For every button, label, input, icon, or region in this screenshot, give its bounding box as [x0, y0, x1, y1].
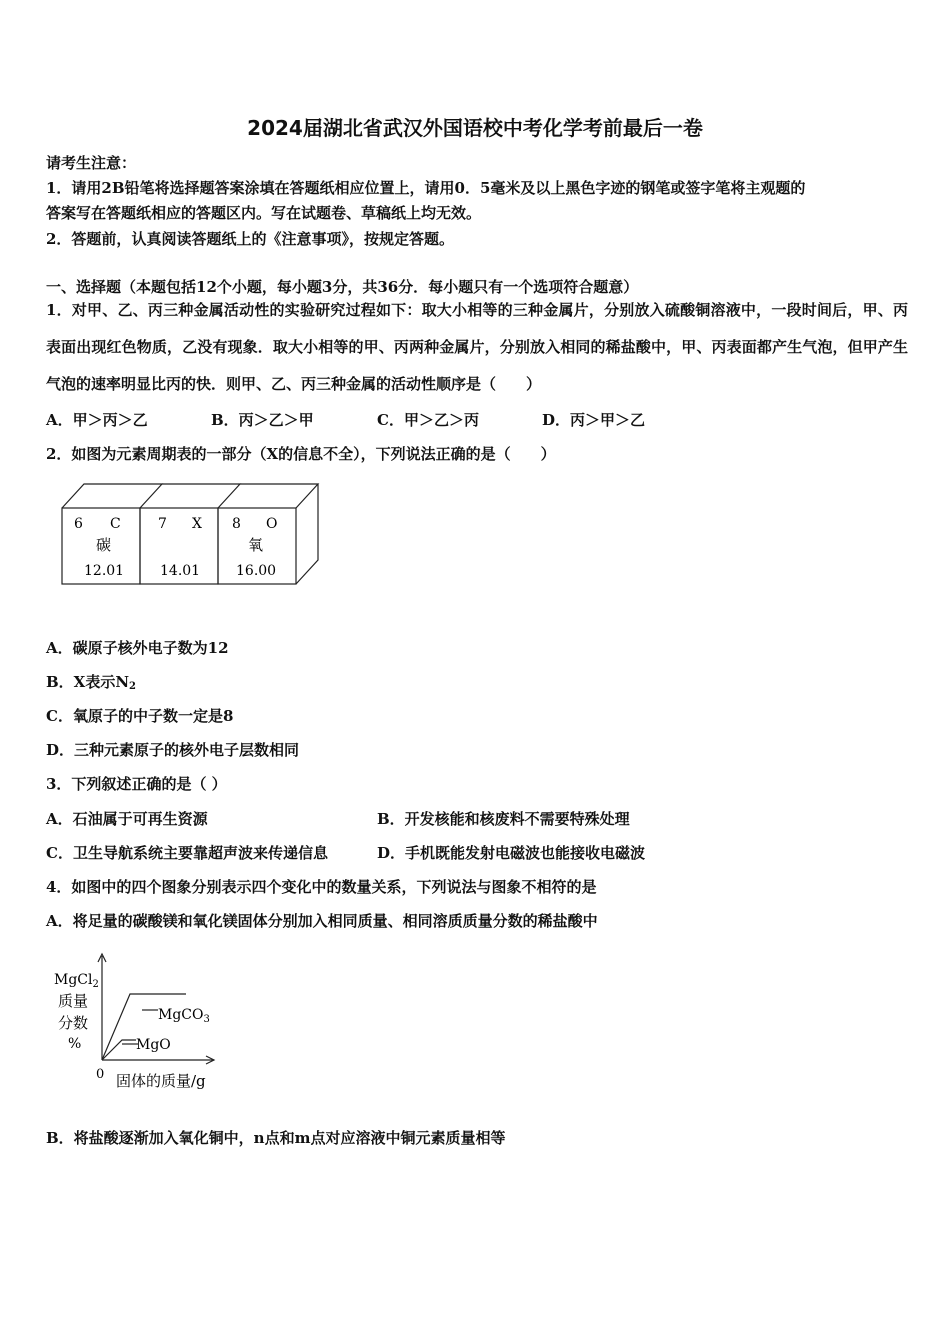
- q3-stem: 3．下列叙述正确的是（ ）: [46, 775, 227, 793]
- notice-heading: 请考生注意：: [46, 154, 137, 172]
- q1-option-d: D．丙＞甲＞乙: [542, 411, 646, 429]
- q2-option-b: [46, 671, 136, 692]
- series-mgo-line: [102, 1040, 136, 1060]
- q2-option-b-subscript: 2: [129, 681, 136, 692]
- q3-option-c: C．卫生导航系统主要靠超声波来传递信息: [46, 844, 328, 862]
- q4-option-a: A．将足量的碳酸镁和氧化镁固体分别加入相同质量、相同溶质质量分数的稀盐酸中: [46, 912, 598, 930]
- notice-item1-line1: 1．请用2B铅笔将选择题答案涂填在答题纸相应位置上，请用0．5毫米及以上黑色字迹的钢笔或签字笔将主观题的: [46, 179, 806, 197]
- cell-x-symbol: X: [192, 516, 202, 532]
- page-title: 2024届湖北省武汉外国语校中考化学考前最后一卷: [247, 116, 703, 140]
- cell-oxygen-name: 氧: [248, 536, 264, 554]
- origin-label: 0: [96, 1067, 105, 1082]
- q2-option-d: D．三种元素原子的核外电子层数相同: [46, 741, 300, 759]
- q2-option-a: A．碳原子核外电子数为12: [46, 639, 229, 657]
- y-label-line3: 分数: [58, 1014, 89, 1032]
- q2-option-c: C．氧原子的中子数一定是8: [46, 707, 234, 725]
- cell-x-mass: 14.01: [160, 563, 201, 579]
- y-label-line2: 质量: [58, 992, 89, 1010]
- periodic-table-figure: [58, 480, 328, 590]
- series-mgco3-subscript: 3: [203, 1014, 210, 1025]
- q3-option-a: A．石油属于可再生资源: [46, 810, 208, 828]
- mgcl2-graph: [46, 948, 246, 1093]
- section1-heading: 一、选择题（本题包括12个小题，每小题3分，共36分．每小题只有一个选项符合题意）: [46, 278, 639, 296]
- cell-x-number: 7: [158, 516, 167, 532]
- series-mgo-label: MgO: [136, 1037, 171, 1053]
- cell-carbon-name: 碳: [96, 536, 112, 554]
- q3-option-b: B．开发核能和核废料不需要特殊处理: [377, 810, 630, 828]
- q1-option-b: B．丙＞乙＞甲: [211, 411, 314, 429]
- q1-stem: 1．对甲、乙、丙三种金属活动性的实验研究过程如下：取大小相等的三种金属片，分别放入硫酸铜溶液中，一段时间后，甲、丙表面出现红色物质，乙没有现象．取大小相等的甲、丙两种金属片，分别放入相同的稀盐酸中，甲、丙表面都产生气泡，但甲产生气泡的速率明显比丙的快．则甲、乙、丙三种金属的活动性顺序是（ ）: [46, 301, 908, 393]
- q2-option-b-text: B．X表示N: [46, 673, 130, 691]
- y-label-subscript: 2: [92, 979, 99, 990]
- notice-item1-line2: 答案写在答题纸相应的答题区内。写在试题卷、草稿纸上均无效。: [46, 204, 482, 222]
- cell-oxygen-mass: 16.00: [236, 563, 277, 579]
- y-label-line4: %: [68, 1036, 82, 1052]
- series-mgco3-label: MgCO$_3$: [158, 1007, 210, 1025]
- q1-option-c: C．甲＞乙＞丙: [377, 411, 479, 429]
- y-label-line1: MgCl$_2$: [54, 972, 99, 990]
- q4-option-b: B．将盐酸逐渐加入氧化铜中，n点和m点对应溶液中铜元素质量相等: [46, 1129, 506, 1147]
- cell-carbon-symbol: C: [110, 516, 121, 532]
- x-axis-label: 固体的质量/g: [116, 1072, 206, 1090]
- cell-oxygen-number: 8: [232, 516, 241, 532]
- cell-carbon-mass: 12.01: [84, 563, 125, 579]
- q3-option-d: D．手机既能发射电磁波也能接收电磁波: [377, 844, 646, 862]
- cell-oxygen-symbol: O: [266, 516, 278, 532]
- q1-option-a: A．甲＞丙＞乙: [46, 411, 148, 429]
- cell-carbon-number: 6: [74, 516, 83, 532]
- q2-stem: 2．如图为元素周期表的一部分（X的信息不全），下列说法正确的是（ ）: [46, 445, 556, 463]
- q4-stem: 4．如图中的四个图象分别表示四个变化中的数量关系，下列说法与图象不相符的是: [46, 878, 597, 896]
- notice-item2: 2．答题前，认真阅读答题纸上的《注意事项》，按规定答题。: [46, 230, 454, 248]
